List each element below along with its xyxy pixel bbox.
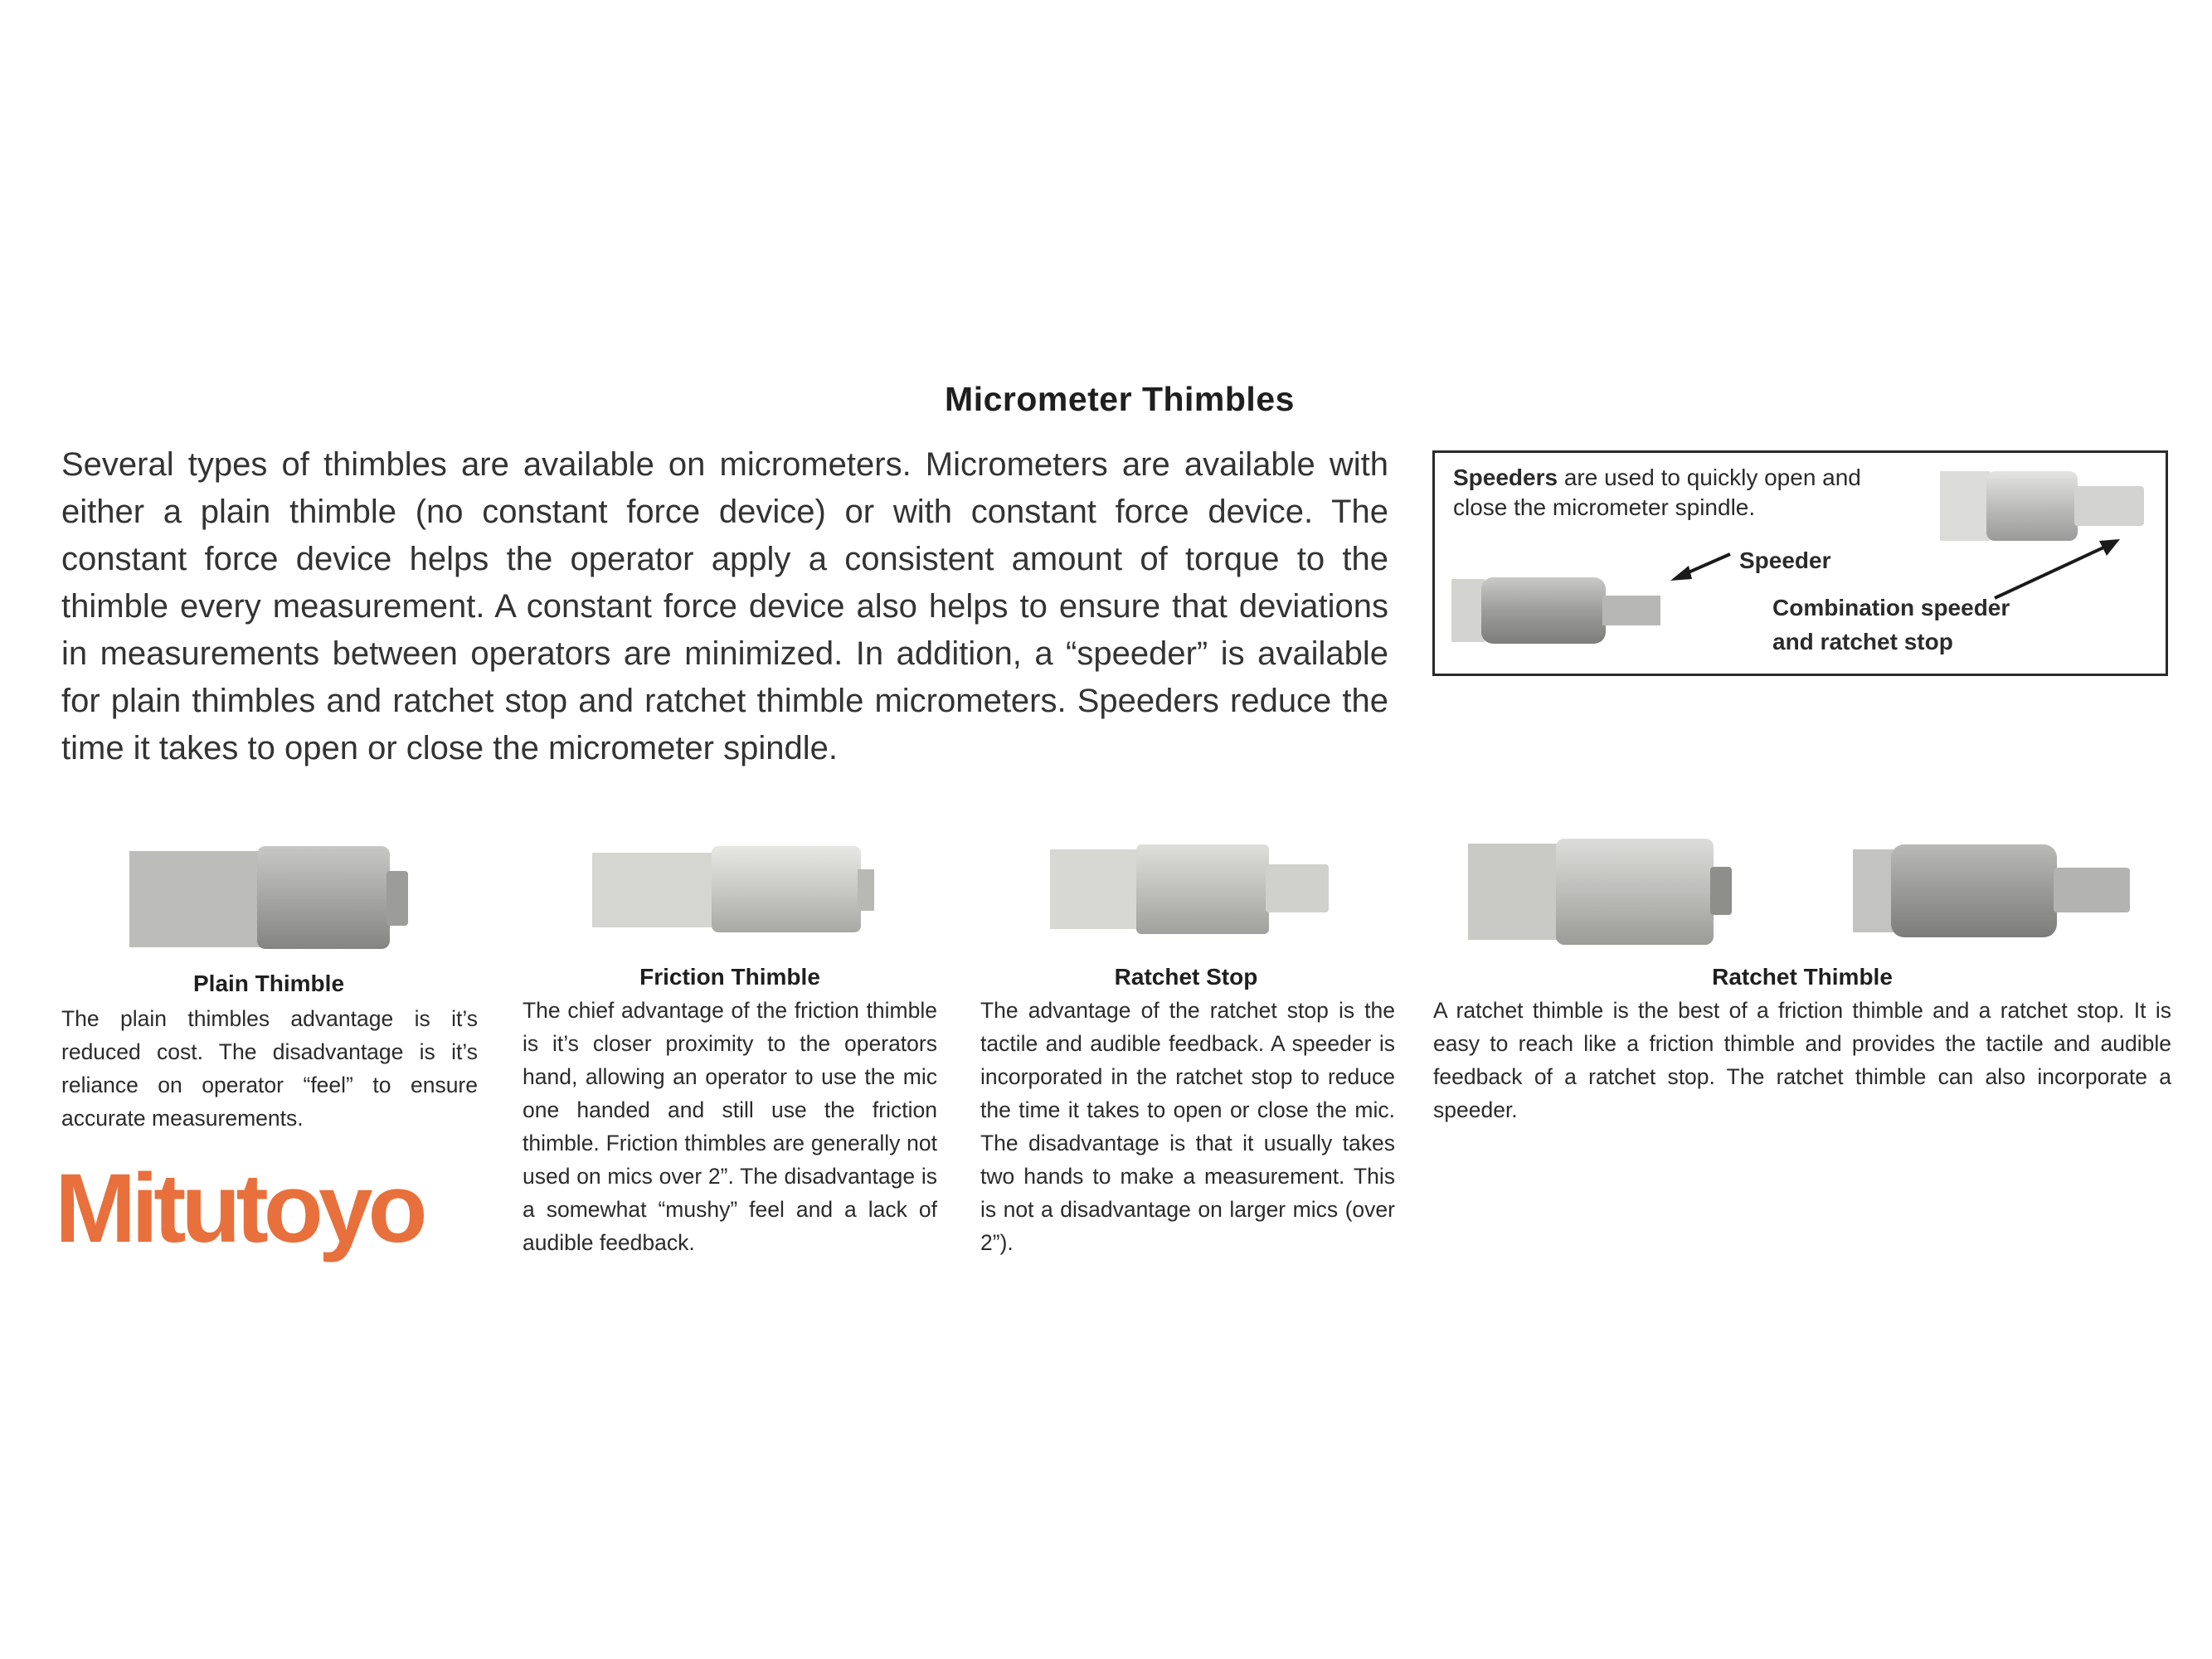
speeder-description-bold: Speeders bbox=[1453, 465, 1558, 490]
card-title-friction-thimble: Friction Thimble bbox=[639, 964, 820, 990]
ratchet-thimble-image bbox=[1465, 834, 1738, 950]
card-title-plain-thimble: Plain Thimble bbox=[192, 971, 345, 996]
friction-thimble-image bbox=[587, 839, 878, 937]
ratchet-thimble-speeder-image bbox=[1850, 838, 2140, 944]
card-body-ratchet-thimble: A ratchet thimble is the best of a friction thimble and a ratchet stop. It is easy to reach like a friction thimble and provides the tactile and audible feedback of a ratchet stop. The ratchet thimble can also incorporate a speeder. bbox=[1433, 998, 2171, 1122]
card-body-ratchet-stop: The advantage of the ratchet stop is the tactile and audible feedback. A speeder is incorporated in the ratchet stop to reduce the time it takes to open or close the mic. The disadvantage is that it usually takes two hands to make a measurement. This is not a disadvantage on larger mics (over 2”). bbox=[980, 998, 1395, 1255]
speeder-description-rest: are used to quickly open and close the micrometer spindle. bbox=[1453, 465, 1861, 520]
card-body-plain-thimble: The plain thimbles advantage is it’s reduced cost. The disadvantage is it’s reliance on operator “feel” to ensure accurate measurements. bbox=[61, 1006, 478, 1131]
intro-paragraph: Several types of thimbles are available on micrometers. Micrometers are available with either a plain thimble (no constant force device) or with constant force device. The constant force device helps the operator apply a consistent amount of torque to the thimble every measurement. A constant force device also helps to ensure that deviations in measurements between operators are minimized. In addition, a “speeder” is available for plain thimbles and ratchet stop and ratchet thimble micrometers. Speeders reduce the time it takes to open or close the micrometer spindle. bbox=[61, 446, 1388, 766]
combination-label-line2: and ratchet stop bbox=[1772, 629, 1953, 654]
plain-thimble-image bbox=[124, 839, 415, 956]
card-title-ratchet-stop: Ratchet Stop bbox=[1114, 964, 1258, 990]
mitutoyo-logo: Mitutoyo bbox=[55, 1154, 423, 1263]
card-body-friction-thimble: The chief advantage of the friction thimble is it’s closer proximity to the operators hand, allowing an operator to use the mic one handed and still use the friction thimble. Friction thimbles are generally not used on mics over 2”. The disadvantage is a somewhat “mushy” feel and a lack of audible feedback. bbox=[523, 998, 937, 1255]
ratchet-stop-image bbox=[1047, 839, 1337, 937]
card-title-ratchet-thimble: Ratchet Thimble bbox=[1712, 964, 1893, 990]
speeder-label: Speeder bbox=[1739, 547, 1831, 573]
speeder-info-box bbox=[1432, 450, 2168, 676]
combination-label-line1: Combination speeder bbox=[1772, 595, 2010, 620]
page-title: Micrometer Thimbles bbox=[945, 380, 1295, 418]
